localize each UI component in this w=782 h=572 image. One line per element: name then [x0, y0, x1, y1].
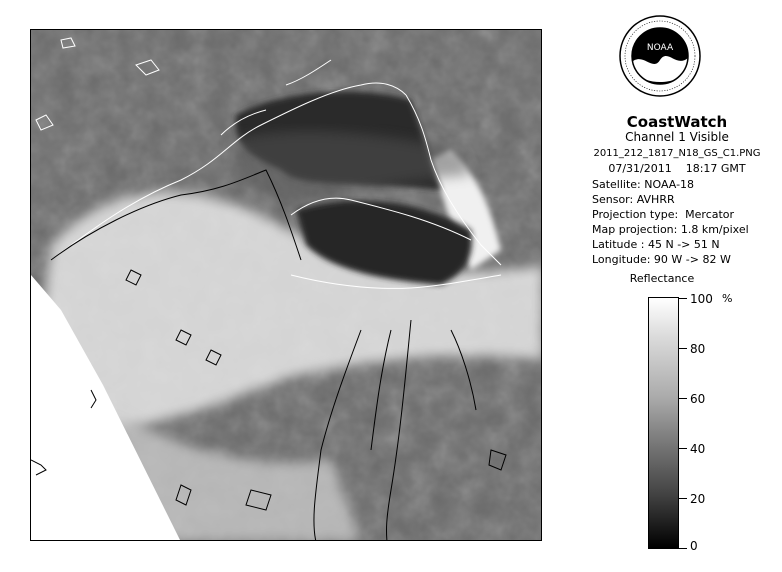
colorbar-tick — [679, 298, 687, 299]
sensor-text: Sensor: AVHRR — [592, 193, 675, 206]
colorbar-tick-label: 20 — [690, 492, 706, 506]
noaa-logo — [618, 14, 702, 98]
satellite-map — [30, 29, 542, 541]
map-imagery — [31, 30, 542, 541]
colorbar-tick — [679, 498, 687, 499]
filename-text: 2011_212_1817_N18_GS_C1.PNG — [593, 148, 761, 159]
colorbar-tick-label: 100 — [690, 292, 713, 306]
projection-type-text: Projection type: Mercator — [592, 208, 735, 221]
noaa-logo-text: NOAA — [646, 43, 674, 53]
channel-subtitle: Channel 1 Visible — [625, 130, 729, 144]
colorbar-tick-label: 40 — [690, 442, 706, 456]
satellite-text: Satellite: NOAA-18 — [592, 178, 695, 191]
colorbar-tick — [679, 398, 687, 399]
colorbar-unit: % — [722, 292, 733, 305]
colorbar-tick — [679, 448, 687, 449]
page-title: CoastWatch — [626, 113, 728, 131]
colorbar-tick-label: 80 — [690, 342, 706, 356]
colorbar-tick-label: 0 — [690, 539, 698, 553]
map-projection-text: Map projection: 1.8 km/pixel — [592, 223, 749, 236]
datetime-text: 07/31/2011 18:17 GMT — [608, 162, 746, 175]
colorbar-tick-label: 60 — [690, 392, 706, 406]
colorbar-label: Reflectance — [629, 272, 695, 285]
colorbar-tick — [679, 348, 687, 349]
latitude-text: Latitude : 45 N -> 51 N — [592, 238, 720, 251]
colorbar-tick — [679, 548, 687, 549]
longitude-text: Longitude: 90 W -> 82 W — [592, 253, 731, 266]
reflectance-colorbar — [648, 297, 679, 549]
